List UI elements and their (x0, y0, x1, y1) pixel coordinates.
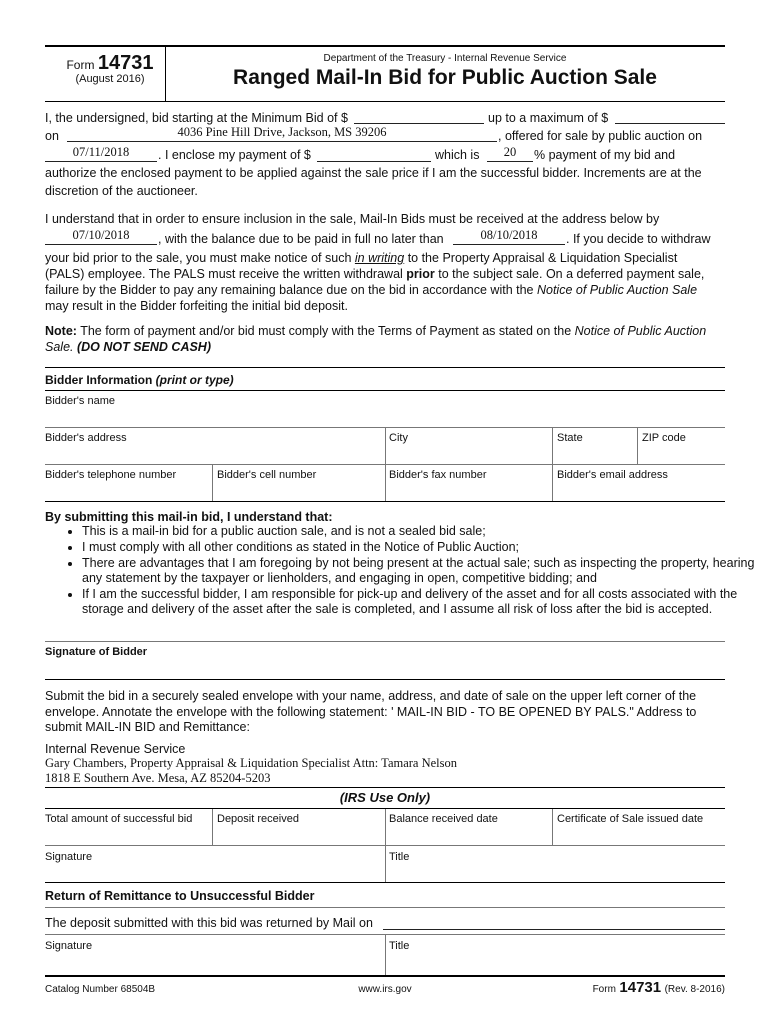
zip-field[interactable] (638, 428, 725, 464)
bid-line5: discretion of the auctioneer. (45, 184, 198, 198)
understand-list (48, 524, 758, 618)
bidders-address-field[interactable] (45, 428, 385, 464)
deposit-received-field[interactable] (213, 809, 385, 845)
bidder-heading-rule (45, 390, 725, 391)
property-address-value: 4036 Pine Hill Drive, Jackson, MS 39206 (177, 125, 387, 139)
inclusion-line4-a: (PALS) employee. The PALS must receive the written withdrawal (45, 267, 407, 281)
inclusion-line3 (45, 250, 725, 266)
return-title-field[interactable] (386, 935, 725, 975)
signature-bottom-rule (45, 679, 725, 680)
bid-line1-b: up to a maximum of $ (488, 111, 609, 125)
list-item: • If I am the successful bidder, I am responsible for pick-up and delivery of the asset and for all costs associated with the storage and delivery of the asset after the sale is completed, and I assume all risk of loss after the bid is accepted. (82, 587, 758, 617)
bidder-bottom-rule (45, 501, 725, 502)
inclusion-line1: I understand that in order to ensure inclusion in the sale, Mail-In Bids must be received at the address below by (45, 212, 660, 226)
return-signature-label: Signature (45, 940, 93, 952)
auction-date-value: 07/11/2018 (72, 145, 130, 159)
property-address-field[interactable] (67, 127, 497, 142)
note-text-em: Notice of Public Auction (574, 324, 707, 338)
inclusion-body (45, 250, 725, 314)
bidder-heading (45, 373, 234, 387)
top-rule (45, 45, 725, 47)
inclusion-line6: may result in the Bidder forfeiting the initial bid deposit. (45, 299, 348, 313)
return-heading-rule (45, 907, 725, 908)
balance-due-date-field[interactable] (453, 230, 565, 245)
minimum-bid-field[interactable] (354, 109, 484, 124)
inclusion-line4 (45, 266, 725, 282)
catalog-number: Catalog Number 68504B (45, 984, 156, 995)
bidders-name-field[interactable] (45, 393, 725, 426)
list-item: • This is a mail-in bid for a public auction sale, and is not a sealed bid sale; (82, 524, 758, 539)
deposit-returned-date-field[interactable] (383, 915, 725, 930)
note-line1 (45, 323, 725, 339)
return-signature-field[interactable] (45, 935, 385, 975)
total-amount-field[interactable] (45, 809, 212, 845)
bidder-top-rule (45, 367, 725, 368)
submit-address-line1: Gary Chambers, Property Appraisal & Liquidation Specialist Attn: Tamara Nelson (45, 756, 458, 770)
list-item: • I must comply with all other conditions as stated in the Notice of Public Auction; (82, 540, 758, 555)
bid-line2-a: on (45, 129, 59, 143)
telephone-field[interactable] (45, 465, 212, 501)
irs-title-label: Title (389, 851, 410, 863)
certificate-field[interactable] (553, 809, 725, 845)
bidder-heading-em: (print or type) (152, 373, 234, 387)
city-label: City (389, 432, 408, 444)
footer-form-id (525, 979, 725, 996)
note-block (45, 323, 725, 355)
percent-field[interactable] (487, 147, 533, 162)
city-field[interactable] (386, 428, 552, 464)
note-sale-em: Sale. (45, 340, 74, 354)
bid-line1-a: I, the undersigned, bid starting at the Minimum Bid of $ (45, 111, 348, 125)
understand-heading: By submitting this mail-in bid, I understand that: (45, 510, 333, 524)
inclusion-line3-a: your bid prior to the sale, you must make notice of such (45, 251, 355, 265)
balance-due-date-value: 08/10/2018 (480, 228, 538, 242)
bid-line3-c: % payment of my bid and (534, 148, 676, 162)
payment-amount-field[interactable] (317, 147, 431, 162)
list-item: • There are advantages that I am foregoing by not being present at the actual sale; such as inspecting the property, hearing any statement by the taxpayer or lienholders, and engaging in open, competitive bidding; and (82, 556, 758, 586)
footer-rule (45, 975, 725, 977)
cell-field[interactable] (213, 465, 385, 501)
bid-line4: authorize the enclosed payment to be applied against the sale price if I am the successful bidder. Increments are at the (45, 166, 702, 180)
header-bottom-rule (45, 101, 725, 102)
bid-line2-b: , offered for sale by public auction on (498, 129, 703, 143)
footer-rev: (Rev. 8-2016) (664, 984, 725, 995)
receive-by-date-value: 07/10/2018 (72, 228, 130, 242)
irs-signature-label: Signature (45, 851, 93, 863)
fax-field[interactable] (386, 465, 552, 501)
in-writing-emphasis: in writing (354, 251, 405, 265)
email-field[interactable] (553, 465, 725, 501)
note-line2 (45, 339, 725, 355)
inclusion-line2-a: , with the balance due to be paid in full no later than (158, 232, 444, 246)
irs-use-heading: (IRS Use Only) (339, 790, 431, 805)
state-field[interactable] (553, 428, 637, 464)
certificate-label: Certificate of Sale issued date (557, 813, 704, 825)
return-heading: Return of Remittance to Unsuccessful Bidder (45, 889, 315, 903)
signature-top-rule (45, 641, 725, 642)
note-label: Note: (45, 324, 77, 338)
bidder-heading-text: Bidder Information (45, 373, 153, 387)
balance-received-field[interactable] (386, 809, 552, 845)
form-word: Form (66, 58, 95, 72)
inclusion-line5 (45, 282, 725, 298)
zip-label: ZIP code (642, 432, 686, 444)
inclusion-line2-b: . If you decide to withdraw (566, 232, 711, 246)
notice-of-sale-emphasis: Notice of Public Auction Sale (536, 283, 698, 297)
submit-agency: Internal Revenue Service (45, 742, 186, 756)
telephone-label: Bidder's telephone number (45, 469, 177, 481)
deposit-received-label: Deposit received (217, 813, 299, 825)
bidders-name-label: Bidder's name (45, 395, 115, 407)
note-text-a: The form of payment and/or bid must comply with the Terms of Payment as stated on the (76, 324, 575, 338)
submit-address-line2: 1818 E Southern Ave. Mesa, AZ 85204-5203 (45, 771, 271, 785)
page-title: Ranged Mail-In Bid for Public Auction Sale (233, 66, 657, 89)
maximum-bid-field[interactable] (615, 109, 725, 124)
deposit-returned-label: The deposit submitted with this bid was returned by Mail on (45, 916, 373, 930)
state-label: State (557, 432, 583, 444)
do-not-send-cash: (DO NOT SEND CASH) (73, 340, 211, 354)
inclusion-line5-a: failure by the Bidder to pay any remaining balance due on the bid in accordance with the (45, 283, 537, 297)
footer-form-number: 14731 (619, 979, 662, 996)
submit-instructions: Submit the bid in a securely sealed envelope with your name, address, and date of sale on the upper left corner of the envelope. Annotate the envelope with the following statement: ' MAIL-IN BID - TO BE OPENED BY PALS." Address to submit MAIL-IN BID and Remittance: (45, 689, 697, 734)
bid-line3-b: which is (435, 148, 480, 162)
fax-label: Bidder's fax number (389, 469, 487, 481)
footer-form-word: Form (592, 984, 616, 995)
signature-of-bidder-label: Signature of Bidder (45, 646, 148, 658)
irs-top-rule (45, 787, 725, 788)
bid-line3-a: . I enclose my payment of $ (158, 148, 311, 162)
cell-label: Bidder's cell number (217, 469, 317, 481)
irs-bottom-rule (45, 882, 725, 883)
form-date: (August 2016) (75, 73, 145, 85)
form-number: 14731 (97, 52, 154, 74)
inclusion-line3-b: to the Property Appraisal & Liquidation Specialist (404, 251, 678, 265)
percent-value: 20 (503, 145, 517, 159)
inclusion-line4-b: to the subject sale. On a deferred payment sale, (434, 267, 705, 281)
irs-website: www.irs.gov (358, 984, 412, 995)
auction-date-field[interactable] (45, 147, 157, 162)
receive-by-date-field[interactable] (45, 230, 157, 245)
total-amount-label: Total amount of successful bid (45, 813, 193, 825)
department: Department of the Treasury - Internal Revenue Service (323, 53, 567, 64)
irs-signature-field[interactable] (45, 846, 385, 882)
email-label: Bidder's email address (557, 469, 668, 481)
prior-emphasis: prior (406, 267, 435, 281)
balance-received-label: Balance received date (389, 813, 498, 825)
irs-title-field[interactable] (386, 846, 725, 882)
form-id (60, 52, 160, 85)
bidders-address-label: Bidder's address (45, 432, 127, 444)
return-title-label: Title (389, 940, 410, 952)
signature-of-bidder-field[interactable] (45, 660, 725, 678)
